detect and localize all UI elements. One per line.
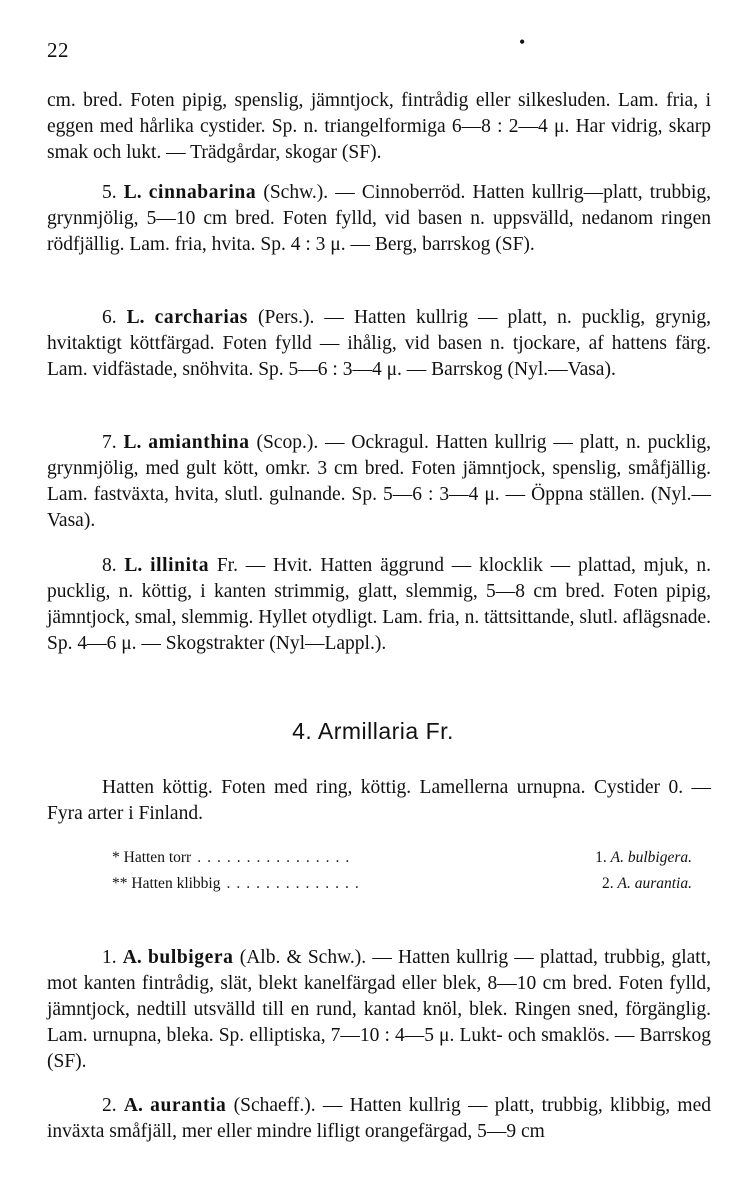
species-entry-carcharias [47, 305, 711, 383]
species-name: cinnabarina [148, 182, 257, 203]
species-entry-bulbigera [47, 945, 711, 1075]
key-label: ** Hatten klibbig [112, 875, 221, 892]
species-name: illinita [150, 555, 210, 576]
identification-key [112, 845, 692, 897]
species-description: (Pers.). — Hatten kullrig — platt, n. pucklig, grynig, hvitaktigt köttfärgad. Foten fylld — ihålig, vid basen n. tjockare, af hattens färg. Lam. vidfästade, snöhvita. Sp. 5—6 : 3—4 μ. — Barrskog (Nyl.—Vasa). [47, 307, 711, 380]
species-number: 2. [102, 1095, 117, 1116]
species-number: 6. [102, 307, 117, 328]
key-row [112, 871, 692, 897]
species-number: 8. [102, 555, 117, 576]
section-heading: 4. Armillaria Fr. [292, 718, 454, 744]
genus-abbreviation: L. [123, 182, 142, 203]
key-target [602, 871, 692, 897]
key-target-name: A. bulbigera. [610, 849, 692, 866]
printer-mark: • [519, 32, 526, 52]
genus-abbreviation: L. [126, 307, 145, 328]
species-description: (Scop.). — Ockragul. Hatten kullrig — platt, n. pucklig, grynmjölig, med gult kött, omkr. 3 cm bred. Foten jämntjock, spenslig, småfjällig. Lam. fastväxta, hvita, slutl. gulnande. Sp. 5—6 : 3—4 μ. — Öppna ställen. (Nyl.—Vasa). [47, 432, 711, 531]
species-number: 7. [102, 432, 117, 453]
species-paragraph [47, 945, 711, 1075]
species-entry-illinita [47, 553, 711, 657]
genus-abbreviation: L. [123, 432, 142, 453]
key-row [112, 845, 692, 871]
species-paragraph [47, 180, 711, 258]
genus-abbreviation: A. [123, 1095, 143, 1116]
species-entry-amianthina [47, 430, 711, 534]
page-number: 22 [47, 38, 69, 62]
species-description: (Schaeff.). — Hatten kullrig — platt, trubbig, klibbig, med inväxta småfjäll, mer eller mindre lifligt orangefärgad, 5—9 cm [47, 1095, 711, 1142]
key-label: * Hatten torr [112, 849, 192, 866]
paragraph-text: cm. bred. Foten pipig, spenslig, jämntjock, fintrådig eller silkesluden. Lam. fria, i eggen med hårlika cystider. Sp. n. triangelformiga 6—8 : 2—4 μ. Har vidrig, skarp smak och lukt. — Trädgårdar, skogar (SF). [47, 90, 711, 163]
species-description: (Schw.). — Cinnoberröd. Hatten kullrig—platt, trubbig, grynmjölig, 5—10 cm bred. Foten fylld, vid basen n. uppsvälld, nedanom ringen rödfjällig. Lam. fria, hvita. Sp. 4 : 3 μ. — Berg, barrskog (SF). [47, 182, 711, 255]
key-leader: ................ [197, 849, 356, 866]
species-paragraph [47, 553, 711, 657]
species-entry-aurantia [47, 1093, 711, 1145]
species-number: 1. [102, 947, 117, 968]
species-name: aurantia [150, 1095, 227, 1116]
key-target-number: 2. [602, 875, 614, 892]
paragraph-continued-species [47, 88, 711, 166]
genus-abbreviation: A. [122, 947, 142, 968]
key-target-number: 1. [595, 849, 607, 866]
species-paragraph [47, 1093, 711, 1145]
key-leader: .............. [226, 875, 365, 892]
species-description: Fr. — Hvit. Hatten äggrund — klocklik — plattad, mjuk, n. pucklig, n. köttig, i kanten strimmig, glatt, slemmig, 5—8 cm bred. Foten pipig, jämntjock, smal, slemmig. Hyllet otydligt. Lam. fria, n. tättsittande, slutl. aflägsnade. Sp. 4—6 μ. — Skogstrakter (Nyl—Lappl.). [47, 555, 712, 654]
genus-description [47, 775, 711, 827]
key-target [595, 845, 692, 871]
species-number: 5. [102, 182, 117, 203]
genus-abbreviation: L. [124, 555, 143, 576]
species-paragraph [47, 305, 711, 383]
species-name: amianthina [148, 432, 250, 453]
paragraph-text: Hatten köttig. Foten med ring, köttig. Lamellerna urnupna. Cystider 0. — Fyra arter i Finland. [47, 777, 711, 824]
species-name: carcharias [154, 307, 248, 328]
species-paragraph [47, 430, 711, 534]
key-target-name: A. aurantia. [617, 875, 692, 892]
species-description: (Alb. & Schw.). — Hatten kullrig — plattad, trubbig, glatt, mot kanten fintrådig, slät, blekt kanelfärgad eller blek, 8—10 cm bred. Foten fylld, jämntjock, nedtill utsvälld till en rund, kantad knöl, blek. Ringen sned, förgänglig. Lam. urnupna, bleka. Sp. elliptiska, 7—10 : 4—5 μ. Lukt- och smaklös. — Barrskog (SF). [47, 947, 711, 1072]
species-name: bulbigera [147, 947, 234, 968]
species-entry-cinnabarina [47, 180, 711, 258]
